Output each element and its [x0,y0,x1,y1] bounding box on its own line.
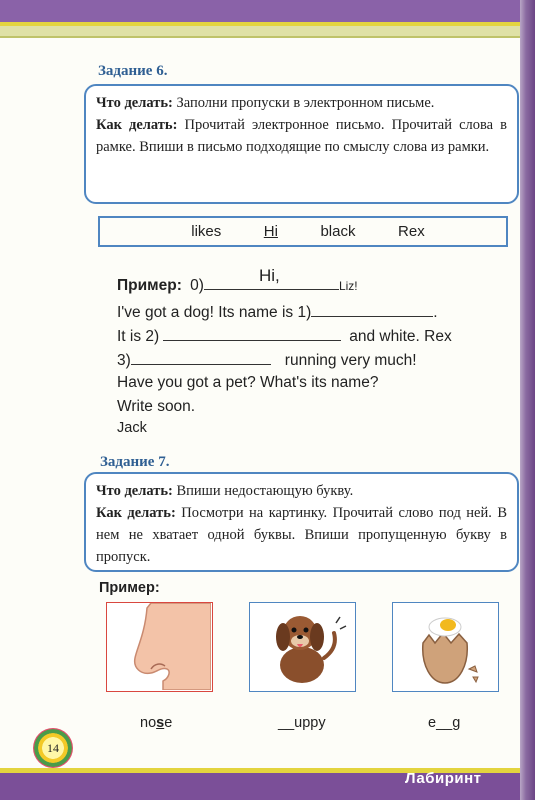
picture-puppy [249,602,356,692]
task6-title: Задание 6. [98,63,168,79]
word-hi: Hi [263,223,278,240]
caption-puppy: __uppy [278,715,326,731]
caption-nose-letter: s [156,715,165,731]
task6-what-label: Что делать: [96,95,173,111]
page-number: 14 [33,728,73,768]
blank-1[interactable] [311,302,433,317]
caption-nose-b: e [164,715,173,731]
word-rex: Rex [398,223,425,240]
picture-nose [106,602,213,692]
caption-egg: e__g [428,715,461,731]
letter-line-1 [117,302,438,322]
letter-line-4: Have you got a pet? What's its name? [117,374,379,391]
line2-text-b: and white. Rex [349,328,452,345]
task7-title: Задание 7. [100,454,170,470]
line3-text-a: 3) [117,352,131,369]
example-label: Пример: [117,277,182,294]
top-band [0,0,520,22]
task6-how-text: Прочитай электронное письмо. Прочитай слова в рамке. Впиши в письмо подходящие по смыслу слова из рамки. [96,117,508,155]
task6-how-label: Как делать: [96,117,178,133]
task7-what-label: Что делать: [96,483,173,499]
letter-line-2 [117,326,452,346]
line3-text-b: running very much! [284,352,417,369]
task7-how-text: Посмотри на картинку. Прочитай слово под ней. В нем не хватает одной буквы. Впиши пропущенную букву в пропуск. [96,505,508,565]
puppy-icon [250,603,354,690]
letter-line-3 [117,350,417,370]
task7-what-text: Впиши недостающую букву. [176,483,354,499]
task7-instructions [84,472,519,572]
example-end: Liz! [338,279,358,293]
blank-2[interactable] [163,326,341,341]
line1-end: . [433,304,438,321]
line1-text: I've got a dog! Its name is 1) [117,304,312,321]
egg-icon [393,603,497,690]
task7-how-label: Как делать: [96,505,176,521]
word-box [98,216,508,247]
task6-what-text: Заполни пропуски в электронном письме. [176,95,435,111]
task6-instructions [84,84,519,204]
watermark: Лабиринт [405,770,482,787]
blank-3[interactable] [131,350,271,365]
top-stripe-light [0,26,520,36]
nose-icon [107,603,211,690]
page-edge [520,0,535,800]
picture-egg [392,602,499,692]
top-stripe-line [0,36,520,38]
caption-nose-a: no [140,715,157,731]
caption-nose [140,715,172,731]
letter-line-5: Write soon. [117,398,196,415]
word-black: black [320,223,356,240]
line2-text-a: It is 2) [117,328,160,345]
task7-example-label: Пример: [99,580,160,596]
word-likes: likes [191,223,222,240]
example-number: 0) [190,277,204,294]
letter-line-6: Jack [117,420,147,436]
example-line [117,275,358,295]
example-answer: Hi, [259,266,280,285]
